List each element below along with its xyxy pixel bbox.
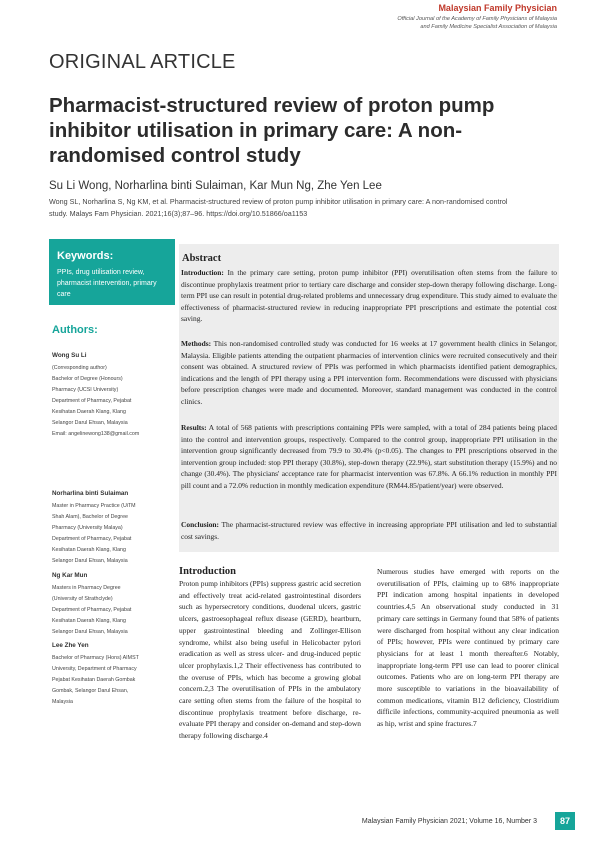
affiliation-line: Selangor Darul Ehsan, Malaysia — [52, 420, 128, 426]
footer-text: Malaysian Family Physician 2021; Volume 16, Number 3 — [361, 818, 537, 825]
page-number: 87 — [555, 812, 575, 830]
introduction-column-1: Proton pump inhibitors (PPIs) suppress gastric acid secretion and effectively treat acid-related gastrointestinal disorders such as hypersecretory conditions, duodenal ulcers, gastric ulcers, gastroesophageal reflux disease (GERD), heartburn, upper gastrointestinal bleeding and Zollinger-Ellison syndrome, whilst also being useful in Helicobacter pylori eradication as well as stress ulcer- and drug-induced peptic ulcer prophylaxis.1,2 Their effectiveness has contributed to the overuse of PPIs, which has become a growing global concern.2,3 The overutilisation of PPIs in the ambulatory care setting often stems from the failure of the hospital to discontinue prophylaxis treatment before discharge, re-evaluate PPI therapy and consider on-demand and step-down therapy following discharge.4 — [179, 579, 361, 741]
affiliation-line: Malaysia — [52, 699, 73, 705]
affiliation-line: Department of Pharmacy, Pejabat — [52, 398, 132, 404]
affiliation-line: Pejabat Kesihatan Daerah Gombak — [52, 677, 136, 683]
article-type: ORIGINAL ARTICLE — [49, 51, 236, 73]
abstract-conclusion-text: The pharmacist-structured review was effective in increasing appropriate PPI utilisation and led to substantial cost savings. — [181, 520, 557, 541]
keywords-box — [49, 239, 175, 305]
citation-line2: study. Malays Fam Physician. 2021;16(3);87–96. https://doi.org/10.51866/oa1153 — [49, 208, 308, 218]
article-title: Pharmacist-structured review of proton pump inhibitor utilisation in primary care: A non-randomised control study — [49, 94, 495, 167]
citation-line1: Wong SL, Norharlina S, Ng KM, et al. Pharmacist-structured review of proton pump inhibitor utilisation in primary care: A non-randomised control — [49, 197, 508, 206]
author-name: Ng Kar Mun — [52, 572, 88, 579]
affiliation-line: Kesihatan Daerah Klang, Klang — [52, 409, 126, 415]
introduction-column-2: Numerous studies have emerged with reports on the overutilisation of PPIs, claiming up to 68% inappropriate PPI indication among hospital inpatients in developed countries.4,5 An observational study conducted in 31 primary care settings in Germany found that 58% of patients were discharged from hospital without any clear indication of PPIs; however, PPIs were continued by primary care physicians for at least 1 month thereafter.6 Notably, inappropriate long-term PPI use can lead to poorer clinical outcomes. Patients who are on long-term PPI therapy are more susceptible to variations in the bioavailability of common medications, vitamin B12 deficiency, Clostridium difficile infections, community-acquired pneumonia as well as hip, wrist and spine fractures.7 — [377, 567, 559, 729]
affiliation-line: Shah Alam), Bachelor of Degree — [52, 514, 128, 520]
journal-name: Malaysian Family Physician — [438, 3, 557, 13]
author-affiliation — [52, 583, 174, 638]
citation — [49, 196, 561, 219]
journal-subtitle-line2: and Family Medicine Specialist Association of Malaysia — [420, 24, 557, 30]
author-name: Norharlina binti Sulaiman — [52, 490, 129, 497]
author-affiliation — [52, 501, 174, 567]
abstract-methods-label: Methods: — [181, 339, 212, 348]
author-name: Lee Zhe Yen — [52, 642, 89, 649]
abstract-methods — [181, 338, 557, 407]
affiliation-line: Department of Pharmacy, Pejabat — [52, 536, 132, 542]
affiliation-line: Gombak, Selangor Darul Ehsan, — [52, 688, 129, 694]
abstract-results-text: A total of 568 patients with prescriptions containing PPIs were sampled, with a total of 284 patients being placed into the control and intervention groups, respectively. Compared to the control group, inappropriate PPI utilisation in the intervention group significantly decreased from 79.9 to 30.4% (p<0.05). The changes to PPI prescriptions observed in the intervention group included: stop PPI therapy (30.8%), step-down therapy (22.9%), start substitution therapy (15.9%) and no change (30.4%). The physicians' acceptance rate for pharmacist intervention was 67.8%. A 66.1% reduction in monthly PPI pill count and a 72.0% reduction in monthly medication expenditure (RM44.85/patient/year) were observed. — [181, 423, 557, 490]
affiliation-line: University, Department of Pharmacy — [52, 666, 137, 672]
affiliation-line: Pharmacy (UCSI University) — [52, 387, 119, 393]
affiliation-line: Master in Pharmacy Practice (UiTM — [52, 503, 136, 509]
abstract-introduction — [181, 267, 557, 325]
affiliation-line: Kesihatan Daerah Klang, Klang — [52, 618, 126, 624]
affiliation-line: (Corresponding author) — [52, 365, 107, 371]
abstract-results-label: Results: — [181, 423, 207, 432]
abstract-results — [181, 422, 557, 491]
article-authors: Su Li Wong, Norharlina binti Sulaiman, Kar Mun Ng, Zhe Yen Lee — [49, 180, 382, 192]
author-email: Email: angelinewong138@gmail.com — [52, 431, 140, 437]
affiliation-line: Selangor Darul Ehsan, Malaysia — [52, 629, 128, 635]
affiliation-line: Pharmacy (University Malaya) — [52, 525, 123, 531]
sidebar — [49, 239, 175, 799]
keywords-title: Keywords: — [57, 250, 114, 262]
abstract-intro-text: In the primary care setting, proton pump inhibitor (PPI) overutilisation often stems from the failure to discontinue prophylaxis treatment prior to tertiary care discharge and consider step-down therapy following discharge. Long-term PPI use can result in potential drug-related problems and unnecessary drug expenditure. This study aimed to evaluate the effectiveness of pharmacist-structured review in reducing inappropriate PPI prescriptions and estimate the potential cost saving. — [181, 268, 557, 323]
author-affiliation — [52, 653, 174, 708]
abstract-title: Abstract — [182, 253, 222, 264]
abstract-conclusion-label: Conclusion: — [181, 520, 220, 529]
affiliation-line: Bachelor of Pharmacy (Hons) AIMST — [52, 655, 139, 661]
affiliation-line: Selangor Darul Ehsan, Malaysia — [52, 558, 128, 564]
introduction-title: Introduction — [179, 566, 236, 577]
abstract-intro-label: Introduction: — [181, 268, 224, 277]
author-affiliation — [52, 363, 174, 440]
affiliation-line: Masters in Pharmacy Degree — [52, 585, 121, 591]
abstract-conclusion — [181, 519, 557, 542]
journal-subtitle-line1: Official Journal of the Academy of Family Physicians of Malaysia — [397, 16, 557, 22]
abstract-methods-text: This non-randomised controlled study was conducted for 16 weeks at 17 government health clinics in Selangor, Malaysia. Eligible patients attending the outpatient pharmacies of intervention clinics were recruited consecutively and their consent was obtained. A structured review of PPIs was performed in which pharmacists identified patient demographics, indications and the length of PPI therapy using a PPI intervention form. Recommendations were discussed with physicians before prescription changes were made and documented. Moreover, standard management was conducted in the control clinics. — [181, 339, 557, 406]
authors-title: Authors: — [52, 324, 98, 336]
affiliation-line: Bachelor of Degree (Honours) — [52, 376, 123, 382]
author-name: Wong Su Li — [52, 352, 87, 359]
affiliation-line: (University of Strathclyde) — [52, 596, 113, 602]
abstract-box — [179, 244, 559, 552]
affiliation-line: Department of Pharmacy, Pejabat — [52, 607, 132, 613]
affiliation-line: Kesihatan Daerah Klang, Klang — [52, 547, 126, 553]
keywords-text: PPIs, drug utilisation review, pharmacist intervention, primary care — [57, 269, 157, 298]
